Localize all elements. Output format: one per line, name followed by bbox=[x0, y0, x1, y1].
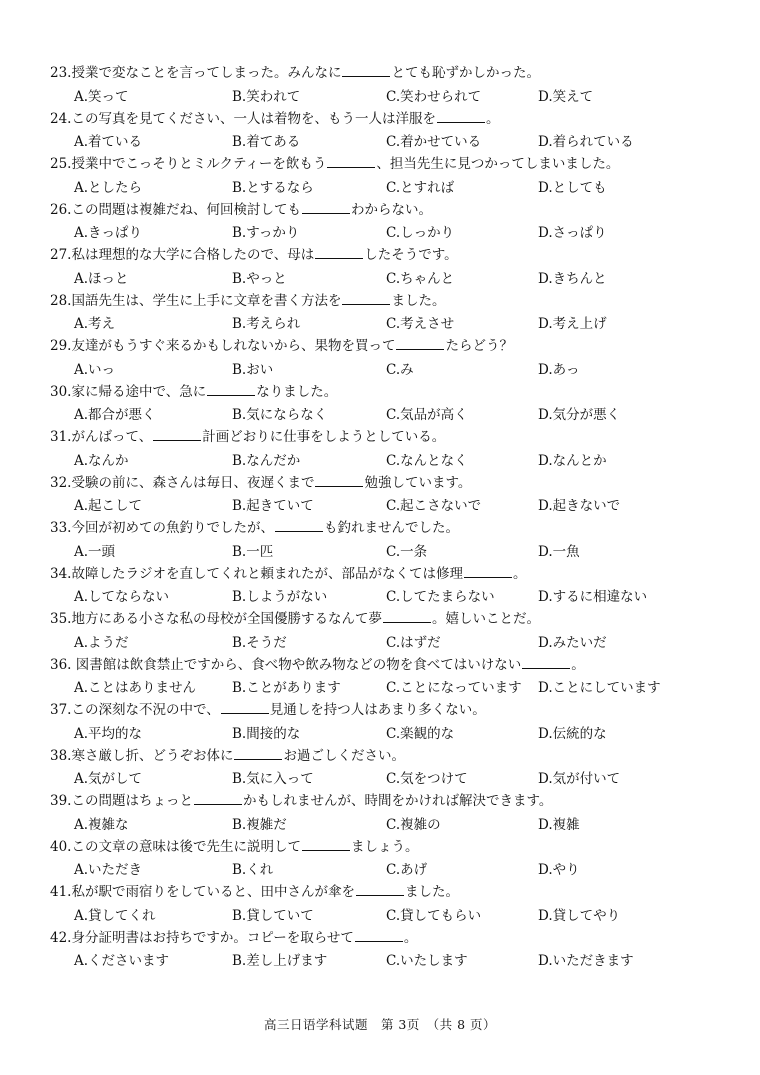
answer-options bbox=[50, 86, 730, 108]
option-a: A.としたら bbox=[74, 179, 143, 196]
question-text-before-blank: 図書館は飲食禁止ですから、食べ物や飲み物などの物を食べてはいけない bbox=[71, 656, 522, 673]
question-text-after-blank: なりました。 bbox=[256, 383, 338, 400]
question-stem bbox=[50, 199, 730, 221]
option-a: A.貸してくれ bbox=[74, 907, 156, 924]
option-a: A.平均的な bbox=[74, 725, 143, 742]
question-text-before-blank: 寒さ厳し折、どうぞお体に bbox=[71, 747, 234, 764]
option-b: B.そうだ bbox=[232, 634, 287, 651]
answer-blank bbox=[315, 244, 363, 259]
question-stem bbox=[50, 108, 730, 130]
option-b: B.貸していて bbox=[232, 907, 314, 924]
question-stem bbox=[50, 563, 730, 585]
option-c: C.複雑の bbox=[386, 816, 441, 833]
question-stem bbox=[50, 654, 730, 676]
answer-options bbox=[50, 632, 730, 654]
question-stem bbox=[50, 608, 730, 630]
question-text-before-blank: 受験の前に、森さんは毎日、夜遅くまで bbox=[71, 474, 315, 491]
option-c: C.ことになっています bbox=[386, 680, 522, 696]
answer-blank bbox=[327, 153, 375, 168]
question-text-after-blank: 、担当先生に見つかってしまいました。 bbox=[376, 156, 620, 172]
option-c: C.なんとなく bbox=[386, 452, 468, 469]
answer-blank bbox=[355, 927, 403, 942]
question-text-before-blank: 授業中でこっそりとミルクティーを飲もう bbox=[71, 156, 327, 172]
question-number: 36. bbox=[50, 656, 72, 673]
option-b: B.一匹 bbox=[232, 543, 274, 560]
question-stem bbox=[50, 153, 730, 175]
question-item bbox=[50, 153, 730, 199]
answer-options bbox=[50, 404, 730, 426]
option-c: C.み bbox=[386, 361, 414, 378]
question-number: 27. bbox=[50, 247, 72, 263]
answer-blank bbox=[464, 563, 512, 578]
answer-blank bbox=[383, 608, 431, 623]
answer-blank bbox=[234, 745, 282, 760]
option-d: D.さっぱり bbox=[538, 225, 607, 241]
question-text-before-blank: この問題はちょっと bbox=[71, 793, 193, 809]
option-d: D.ことにしています bbox=[538, 680, 661, 696]
option-a: A.ようだ bbox=[74, 634, 129, 651]
question-item bbox=[50, 881, 730, 927]
question-item bbox=[50, 790, 730, 836]
option-d: D.するに相違ない bbox=[538, 589, 648, 605]
option-b: B.ことがあります bbox=[232, 680, 341, 696]
question-number: 37. bbox=[50, 702, 72, 718]
option-d: D.やり bbox=[538, 862, 580, 878]
option-a: A.いただき bbox=[74, 862, 143, 878]
option-d: D.みたいだ bbox=[538, 634, 607, 651]
question-item bbox=[50, 745, 730, 791]
option-d: D.気が付いて bbox=[538, 771, 621, 787]
option-a: A.くださいます bbox=[74, 953, 170, 969]
answer-options bbox=[50, 131, 730, 153]
answer-options bbox=[50, 495, 730, 517]
option-a: A.都合が悪く bbox=[74, 407, 156, 423]
option-a: A.いっ bbox=[74, 361, 116, 378]
option-b: B.とするなら bbox=[232, 179, 314, 196]
option-c: C.考えさせ bbox=[386, 316, 455, 332]
answer-options bbox=[50, 677, 730, 699]
option-d: D.伝統的な bbox=[538, 725, 607, 742]
question-item bbox=[50, 62, 730, 108]
question-text-after-blank: 。 bbox=[512, 565, 527, 582]
option-c: C.気品が高く bbox=[386, 407, 468, 423]
question-text-after-blank: ました。 bbox=[391, 292, 446, 309]
question-item bbox=[50, 608, 730, 654]
question-stem bbox=[50, 62, 730, 84]
question-text-after-blank: 。嬉しいことだ。 bbox=[431, 611, 540, 627]
answer-options bbox=[50, 177, 730, 199]
option-c: C.しっかり bbox=[386, 225, 455, 241]
option-d: D.いただきます bbox=[538, 953, 634, 969]
question-text-after-blank: お過ごしください。 bbox=[283, 747, 405, 764]
question-item bbox=[50, 836, 730, 882]
option-a: A.なんか bbox=[74, 452, 129, 469]
option-d: D.きちんと bbox=[538, 270, 607, 287]
answer-blank bbox=[221, 699, 269, 714]
answer-blank bbox=[437, 108, 485, 123]
question-text-before-blank: 身分証明書はお持ちですか。コピーを取らせて bbox=[71, 929, 354, 946]
answer-blank bbox=[194, 790, 242, 805]
question-stem bbox=[50, 472, 730, 494]
page-footer: 高三日语学科试题 第 3页 （共 8 页） bbox=[263, 1017, 497, 1032]
question-text-after-blank: 。 bbox=[485, 110, 500, 127]
option-c: C.いたします bbox=[386, 953, 468, 969]
option-c: C.してたまらない bbox=[386, 589, 495, 605]
question-item bbox=[50, 244, 730, 290]
option-a: A.きっぱり bbox=[74, 225, 143, 241]
question-text-after-blank: ましょう。 bbox=[350, 838, 419, 855]
answer-options bbox=[50, 586, 730, 608]
question-text-before-blank: この写真を見てください、一人は着物を、もう一人は洋服を bbox=[71, 110, 436, 127]
question-text-before-blank: 友達がもうすぐ来るかもしれないから、果物を買って bbox=[71, 338, 396, 354]
option-d: D.あっ bbox=[538, 361, 580, 378]
answer-blank bbox=[522, 654, 570, 669]
option-d: D.起きないで bbox=[538, 498, 621, 514]
question-number: 28. bbox=[50, 292, 72, 309]
question-stem bbox=[50, 517, 730, 539]
question-text-after-blank: かもしれませんが、時間をかければ解決できます。 bbox=[242, 793, 553, 809]
answer-blank bbox=[396, 335, 444, 350]
question-stem bbox=[50, 699, 730, 721]
question-text-before-blank: 授業で変なことを言ってしまった。みんなに bbox=[71, 65, 342, 81]
question-number: 38. bbox=[50, 747, 72, 764]
question-text-before-blank: 故障したラジオを直してくれと頼まれたが、部品がなくては修理 bbox=[71, 565, 463, 582]
option-d: D.貸してやり bbox=[538, 907, 621, 924]
option-b: B.気にならなく bbox=[232, 407, 328, 423]
option-d: D.としても bbox=[538, 179, 607, 196]
answer-options bbox=[50, 359, 730, 381]
question-text-after-blank: 勉強しています。 bbox=[364, 474, 472, 491]
question-stem bbox=[50, 927, 730, 949]
option-d: D.笑えて bbox=[538, 88, 594, 105]
question-number: 23. bbox=[50, 65, 72, 81]
option-c: C.気をつけて bbox=[386, 771, 468, 787]
question-number: 25. bbox=[50, 156, 72, 172]
option-d: D.複雑 bbox=[538, 816, 580, 833]
answer-blank bbox=[207, 381, 255, 396]
question-text-before-blank: この問題は複雑だね、何回検討しても bbox=[71, 201, 301, 218]
question-text-after-blank: 。 bbox=[403, 929, 418, 946]
option-c: C.貸してもらい bbox=[386, 907, 482, 924]
question-text-before-blank: この文章の意味は後で先生に説明して bbox=[71, 838, 301, 855]
question-list bbox=[50, 62, 730, 972]
question-number: 24. bbox=[50, 110, 72, 127]
answer-options bbox=[50, 313, 730, 335]
question-text-after-blank: たらどう？ bbox=[445, 338, 513, 354]
option-a: A.ほっと bbox=[74, 270, 129, 287]
answer-blank bbox=[153, 426, 201, 441]
option-d: D.一魚 bbox=[538, 543, 580, 560]
option-a: A.ことはありません bbox=[74, 680, 197, 696]
option-c: C.あげ bbox=[386, 862, 428, 878]
option-c: C.一条 bbox=[386, 543, 428, 560]
question-item bbox=[50, 927, 730, 973]
option-b: B.しようがない bbox=[232, 589, 328, 605]
question-number: 32. bbox=[50, 474, 72, 491]
question-stem bbox=[50, 381, 730, 403]
question-number: 39. bbox=[50, 793, 72, 809]
answer-options bbox=[50, 222, 730, 244]
option-a: A.一頭 bbox=[74, 543, 116, 560]
question-item bbox=[50, 563, 730, 609]
question-text-before-blank: がんばって、 bbox=[71, 429, 153, 445]
answer-options bbox=[50, 450, 730, 472]
question-number: 40. bbox=[50, 838, 72, 855]
question-text-before-blank: この深刻な不況の中で、 bbox=[71, 702, 220, 718]
question-text-after-blank: ました。 bbox=[404, 884, 459, 900]
answer-blank bbox=[342, 62, 390, 77]
question-stem bbox=[50, 790, 730, 812]
option-d: D.着られている bbox=[538, 134, 634, 150]
question-item bbox=[50, 699, 730, 745]
question-text-after-blank: も釣れませんでした。 bbox=[323, 520, 459, 536]
option-a: A.複雑な bbox=[74, 816, 129, 833]
answer-blank bbox=[356, 881, 404, 896]
question-number: 26. bbox=[50, 201, 72, 218]
option-b: B.なんだか bbox=[232, 452, 301, 469]
question-number: 34. bbox=[50, 565, 72, 582]
question-text-before-blank: 私が駅で雨宿りをしていると、田中さんが傘を bbox=[71, 884, 355, 900]
option-c: C.ちゃんと bbox=[386, 270, 455, 287]
question-text-after-blank: 計画どおりに仕事をしようとしている。 bbox=[202, 429, 446, 445]
option-b: B.間接的な bbox=[232, 725, 301, 742]
option-b: B.すっかり bbox=[232, 225, 300, 241]
question-stem bbox=[50, 290, 730, 312]
option-c: C.起こさないで bbox=[386, 498, 482, 514]
question-item bbox=[50, 517, 730, 563]
answer-options bbox=[50, 859, 730, 881]
question-number: 30. bbox=[50, 383, 72, 400]
option-d: D.考え上げ bbox=[538, 316, 607, 332]
question-item bbox=[50, 335, 730, 381]
option-a: A.着ている bbox=[74, 134, 143, 150]
question-text-before-blank: 国語先生は、学生に上手に文章を書く方法を bbox=[71, 292, 342, 309]
question-stem bbox=[50, 426, 730, 448]
option-b: B.着てある bbox=[232, 134, 301, 150]
answer-blank bbox=[315, 472, 363, 487]
question-text-before-blank: 家に帰る途中で、急に bbox=[71, 383, 207, 400]
question-text-before-blank: 今回が初めての魚釣りでしたが、 bbox=[71, 520, 274, 536]
option-c: C.着かせている bbox=[386, 134, 482, 150]
answer-blank bbox=[275, 517, 323, 532]
option-b: B.やっと bbox=[232, 270, 287, 287]
option-b: B.起きていて bbox=[232, 498, 314, 514]
option-c: C.とすれば bbox=[386, 179, 455, 196]
option-b: B.笑われて bbox=[232, 88, 301, 105]
option-c: C.笑わせられて bbox=[386, 88, 482, 105]
question-number: 33. bbox=[50, 520, 72, 536]
option-d: D.気分が悪く bbox=[538, 407, 621, 423]
question-stem bbox=[50, 335, 730, 357]
answer-blank bbox=[302, 199, 350, 214]
answer-options bbox=[50, 814, 730, 836]
option-b: B.気に入って bbox=[232, 771, 314, 787]
question-text-after-blank: とても恥ずかしかった。 bbox=[391, 65, 540, 81]
option-b: B.複雑だ bbox=[232, 816, 287, 833]
question-text-after-blank: 。 bbox=[571, 656, 585, 673]
question-number: 35. bbox=[50, 611, 72, 627]
question-text-after-blank: 見通しを持つ人はあまり多くない。 bbox=[269, 702, 486, 718]
answer-options bbox=[50, 541, 730, 563]
question-stem bbox=[50, 745, 730, 767]
question-item bbox=[50, 426, 730, 472]
question-text-before-blank: 地方にある小さな私の母校が全国優勝するなんて夢 bbox=[71, 611, 382, 627]
question-stem bbox=[50, 244, 730, 266]
answer-options bbox=[50, 768, 730, 790]
option-c: C.楽観的な bbox=[386, 725, 455, 742]
option-d: D.なんとか bbox=[538, 452, 607, 469]
question-text-after-blank: したそうです。 bbox=[364, 247, 458, 263]
question-item bbox=[50, 472, 730, 518]
question-stem bbox=[50, 836, 730, 858]
answer-options bbox=[50, 950, 730, 972]
answer-options bbox=[50, 905, 730, 927]
option-a: A.考え bbox=[74, 316, 116, 332]
answer-blank bbox=[302, 836, 350, 851]
question-item bbox=[50, 108, 730, 154]
question-item bbox=[50, 654, 730, 700]
option-b: B.考えられ bbox=[232, 316, 301, 332]
option-b: B.差し上げます bbox=[232, 953, 328, 969]
question-item bbox=[50, 290, 730, 336]
question-item bbox=[50, 381, 730, 427]
option-b: B.くれ bbox=[232, 862, 274, 878]
option-b: B.おい bbox=[232, 361, 274, 378]
question-item bbox=[50, 199, 730, 245]
answer-options bbox=[50, 268, 730, 290]
question-number: 41. bbox=[50, 884, 72, 900]
option-a: A.してならない bbox=[74, 589, 170, 605]
question-number: 42. bbox=[50, 929, 72, 946]
question-number: 31. bbox=[50, 429, 72, 445]
answer-blank bbox=[342, 290, 390, 305]
option-c: C.はずだ bbox=[386, 634, 441, 651]
option-a: A.笑って bbox=[74, 88, 129, 105]
answer-options bbox=[50, 723, 730, 745]
question-text-before-blank: 私は理想的な大学に合格したので、母は bbox=[71, 247, 315, 263]
option-a: A.気がして bbox=[74, 771, 143, 787]
question-text-after-blank: わからない。 bbox=[350, 201, 432, 218]
question-number: 29. bbox=[50, 338, 72, 354]
option-a: A.起こして bbox=[74, 498, 143, 514]
question-stem bbox=[50, 881, 730, 903]
